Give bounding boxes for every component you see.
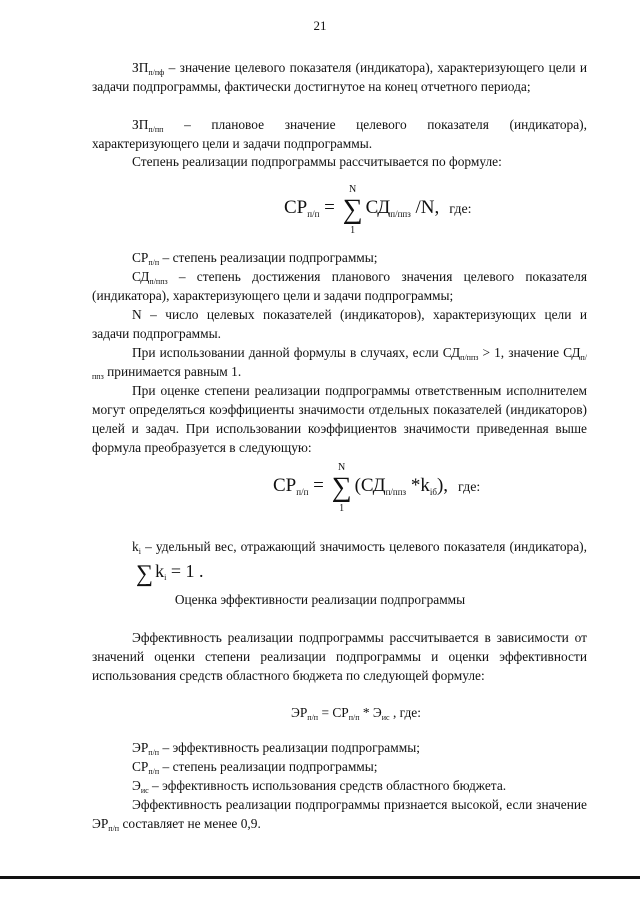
sum-symbol: ∑ N 1 bbox=[331, 462, 352, 514]
sum-symbol: ∑ N 1 bbox=[342, 184, 363, 236]
paragraph-formula-intro: Степень реализации подпрограммы рассчитывается по формуле: bbox=[132, 154, 502, 169]
paragraph-zp-fact: $ЗП_{п/пф}$ – значение целевого показателя (индикатора), характеризующего цели и задачи подпрограммы, фактически достигнутое на конец отчетного периода; bbox=[92, 60, 587, 94]
definition-sd: $СД_{п/ппз}$ – степень достижения планового значения целевого показателя (индикатора), характеризующего цели и задачи подпрограммы; bbox=[92, 269, 587, 303]
section-title: Оценка эффективности реализации подпрограммы bbox=[174, 592, 466, 607]
page-number: 21 bbox=[313, 18, 327, 33]
definition-sr-2: $СР_{п/п}$ – степень реализации подпрограммы; bbox=[132, 759, 378, 776]
paragraph-weights: При оценке степени реализации подпрограммы ответственным исполнителем могут определяться коэффициенты значимости отдельных показателей (индикаторов) целей и задач. При использовании коэффициентов значимости приведенная выше формула преобразуется в следующую: bbox=[92, 383, 587, 455]
paragraph-conclusion: Эффективность реализации подпрограммы признается высокой, если значение $ЭР_{п/п}$ составляет не менее 0,9. bbox=[92, 797, 587, 833]
definition-n: N – число целевых показателей (индикаторов), характеризующих цели и задачи подпрограммы. bbox=[92, 307, 587, 341]
paragraph-efficiency: Эффективность реализации подпрограммы рассчитывается в зависимости от значений оценки степени реализации подпрограммы и оценки эффективности использования средств областного бюджета по следующей формуле: bbox=[92, 630, 587, 683]
definition-er: $ЭР_{п/п}$ – эффективность реализации подпрограммы; bbox=[132, 740, 420, 757]
formula-sr-weighted: $СР_{п/п}$ = ∑ N 1 ($СД_{п/ппз}$ $*k_{іб}$), где: bbox=[273, 462, 481, 514]
formula-er: $ЭР_{п/п} = СР_{п/п} * Э_{ис}$ , где: bbox=[291, 705, 421, 722]
paragraph-sd-limit: При использовании данной формулы в случаях, если $СД_{п/ппз} > 1$, значение $СД_{п/ппз}$ принимается равным 1. bbox=[92, 345, 588, 381]
definition-sr: $СР_{п/п}$ – степень реализации подпрограммы; bbox=[132, 250, 378, 267]
paragraph-zp-plan: $ЗП_{п/пп}$ – плановое значение целевого показателя (индикатора), характеризующего цели и задачи подпрограммы. bbox=[92, 117, 587, 151]
definition-eis: $Э_{ис}$ – эффективность использования средств областного бюджета. bbox=[132, 778, 507, 795]
formula-sr: $СР_{п/п}$ = ∑ N 1 $СД_{п/ппз}$ /N, где: bbox=[284, 184, 472, 236]
definition-k: $k_i$ – удельный вес, отражающий значимость целевого показателя (индикатора),∑ $k_i = 1$ . bbox=[132, 539, 587, 587]
page-bottom-rule bbox=[0, 876, 640, 879]
